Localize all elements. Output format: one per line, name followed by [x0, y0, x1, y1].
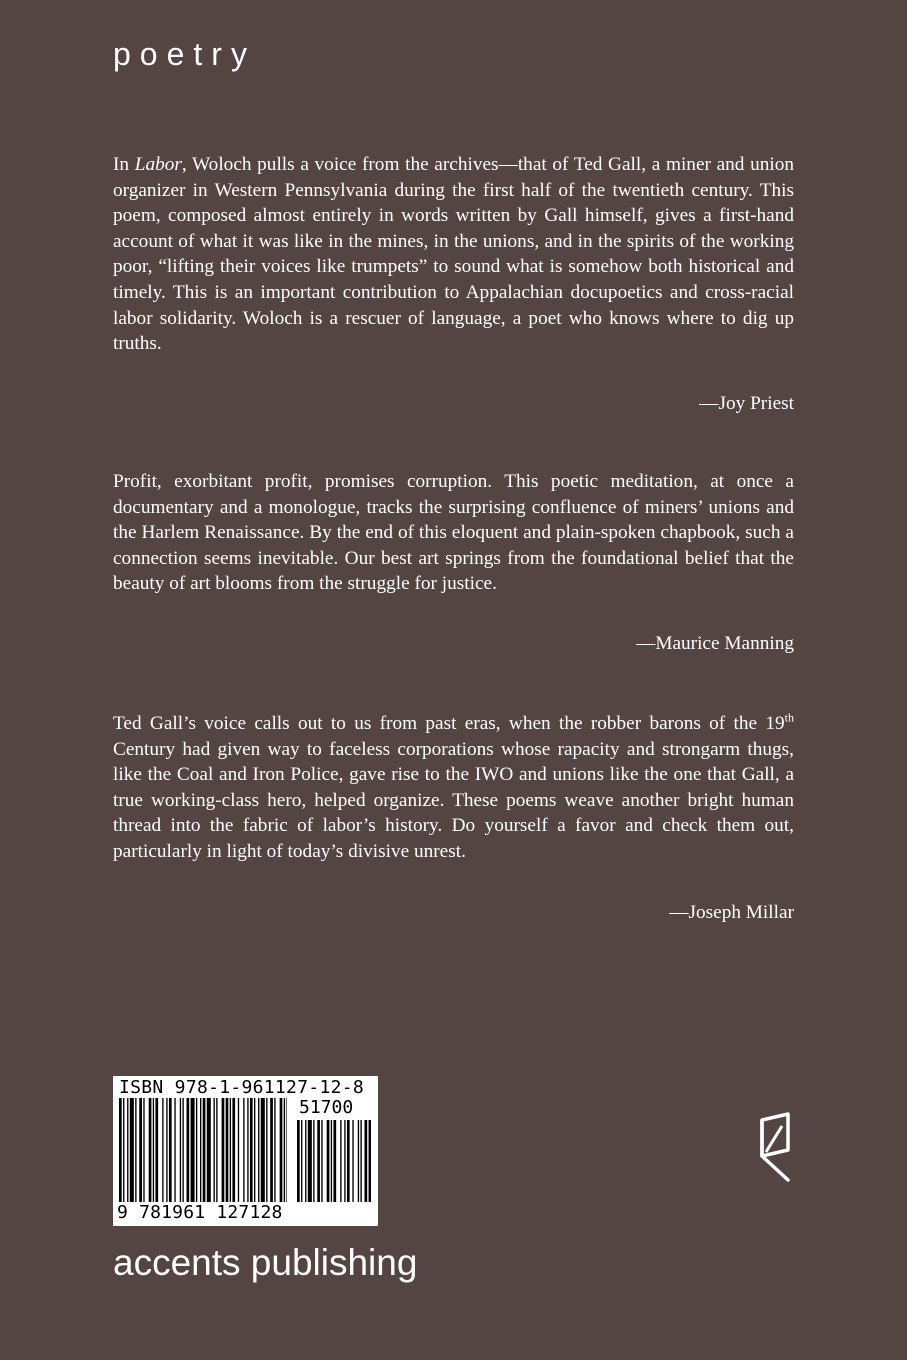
- blurb-text: Profit, exorbitant profit, promises corruption. This poetic meditation, at once a documentary and a monologue, tracks the surprising confluence of miners’ unions and the Harlem Renaissance. By the end of this eloquent and plain-spoken chapbook, such a connection seems inevitable. Our best art springs from the foundational belief that the beauty of art blooms from the struggle for justice.: [113, 471, 794, 595]
- genre-label: poetry: [113, 36, 256, 72]
- attribution-joseph-millar: —Joseph Millar: [669, 902, 794, 923]
- accents-logo-icon: [748, 1112, 794, 1184]
- attribution-maurice-manning: —Maurice Manning: [636, 633, 794, 654]
- isbn-number: ISBN 978-1-961127-12-8: [119, 1077, 365, 1098]
- ean-digits: 9 781961 127128: [117, 1202, 283, 1223]
- blurb-text: In: [113, 154, 135, 175]
- attribution-joy-priest: —Joy Priest: [699, 393, 794, 414]
- blurb-maurice-manning: [113, 469, 794, 597]
- ordinal-suffix: th: [784, 710, 794, 725]
- blurb-joseph-millar: [113, 711, 794, 865]
- price-code: 51700: [299, 1097, 354, 1118]
- isbn-barcode: [113, 1076, 378, 1226]
- blurb-joy-priest: [113, 152, 794, 357]
- blurb-text: Century had given way to faceless corporations whose rapacity and strongarm thugs, like the Coal and Iron Police, gave rise to the IWO and unions like the one that Gall, a true working-class hero, helped organize. These poems weave another bright human thread into the fabric of labor’s history. Do yourself a favor and check them out, particularly in light of today’s divisive unrest.: [113, 738, 794, 862]
- book-title: Labor: [134, 154, 182, 175]
- publisher-name: accents publishing: [113, 1242, 418, 1283]
- blurb-text: Ted Gall’s voice calls out to us from past eras, when the robber barons of the 19: [113, 713, 785, 734]
- blurb-text: , Woloch pulls a voice from the archives—that of Ted Gall, a miner and union organizer in Western Pennsylvania during the first half of the twentieth century. This poem, composed almost entirely in words written by Gall himself, gives a first-hand account of what it was like in the mines, in the unions, and in the spirits of the working poor, “lifting their voices like trumpets” to sound what is somehow both historical and timely. This is an important contribution to Appalachian docupoetics and cross-racial labor solidarity. Woloch is a rescuer of language, a poet who knows where to dig up truths.: [113, 154, 795, 355]
